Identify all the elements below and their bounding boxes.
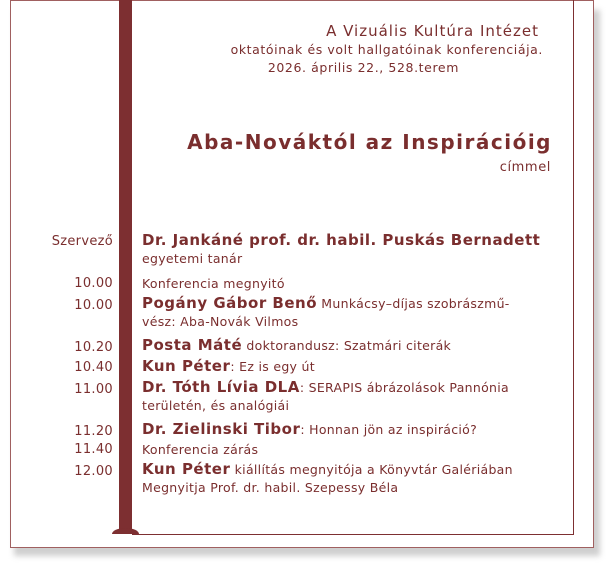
conference-subtitle: oktatóinak és volt hallgatóinak konferenciája.	[230, 42, 543, 57]
speaker-name: Posta Máté	[142, 336, 243, 354]
conference-date: 2026. április 22., 528.terem	[267, 60, 459, 75]
program-item	[142, 294, 562, 331]
program-item	[142, 336, 562, 355]
organizer-name: Dr. Jankáné prof. dr. habil. Puskás Bernadett	[142, 231, 541, 249]
program-text: Munkácsy–díjas szobrászmű-	[317, 296, 510, 311]
program-time: 10.00	[74, 276, 113, 291]
organizer-role: egyetemi tanár	[142, 251, 243, 266]
institute-name: A Vizuális Kultúra Intézet	[326, 22, 539, 40]
program-time: 10.20	[74, 340, 113, 355]
program-time: 10.00	[74, 298, 113, 313]
program-text: : Honnan jön az inspiráció?	[300, 422, 478, 437]
speaker-name: Pogány Gábor Benő	[142, 294, 318, 312]
right-rule	[573, 0, 574, 535]
organizer-entry	[142, 231, 562, 268]
program-item	[142, 357, 562, 376]
program-item	[142, 441, 562, 459]
program-time: 12.00	[74, 464, 113, 479]
program-text: : SERAPIS ábrázolások Pannónia	[299, 380, 509, 395]
program-text-cont: vész: Aba-Novák Vilmos	[142, 314, 299, 329]
title-suffix: címmel	[499, 160, 551, 175]
program-text: Konferencia megnyitó	[142, 276, 285, 291]
program-time: 10.40	[74, 360, 113, 375]
program-item	[142, 275, 562, 293]
program-text: Konferencia zárás	[142, 442, 259, 457]
program-text: doktorandusz: Szatmári citerák	[242, 338, 452, 353]
program-text-cont: Megnyitja Prof. dr. habil. Szepessy Béla	[142, 480, 399, 495]
speaker-name: Dr. Zielinski Tibor	[142, 420, 301, 438]
program-item	[142, 378, 562, 415]
program-time: 11.20	[74, 424, 113, 439]
vertical-rule	[119, 0, 132, 534]
speaker-name: Kun Péter	[142, 357, 231, 375]
program-text-cont: területén, és analógiái	[142, 398, 290, 413]
organizer-label: Szervező	[51, 234, 113, 249]
speaker-name: Kun Péter	[142, 460, 231, 478]
program-item	[142, 460, 562, 497]
conference-title: Aba-Nováktól az Inspirációig	[187, 130, 552, 154]
bottom-rule	[132, 534, 573, 535]
program-text: : Ez is egy út	[230, 359, 315, 374]
speaker-name: Dr. Tóth Lívia DLA	[142, 378, 300, 396]
program-item	[142, 420, 562, 439]
program-time: 11.00	[74, 382, 113, 397]
program-time: 11.40	[74, 442, 113, 457]
program-text: kiállítás megnyitója a Könyvtár Galériában	[230, 462, 513, 477]
